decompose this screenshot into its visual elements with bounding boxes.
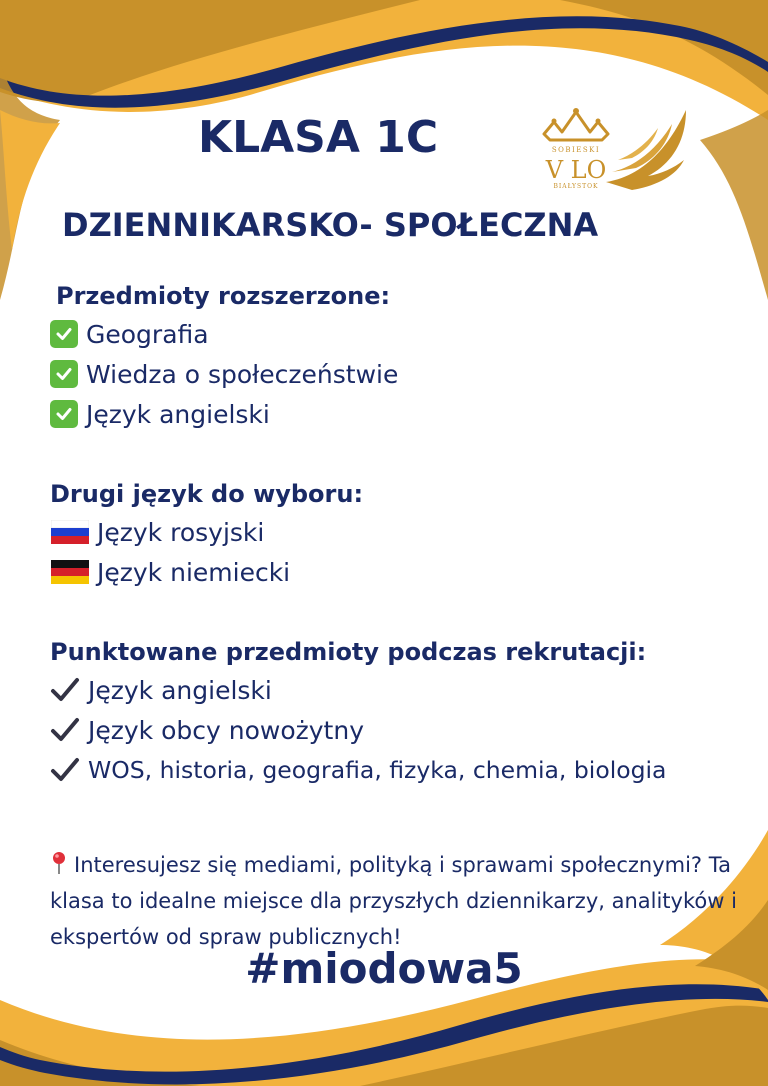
pin-icon [50,851,68,875]
page-subtitle: DZIENNIKARSKO- SPOŁECZNA [62,206,599,244]
list-item [50,314,398,354]
extended-subject-label: Wiedza o społeczeństwie [86,359,399,389]
extended-subjects-heading: Przedmioty rozszerzone: [56,282,391,310]
logo-main-text: V LO [545,156,607,184]
second-language-heading: Drugi język do wyboru: [50,480,364,508]
green-check-icon [50,400,78,428]
second-language-section [50,480,363,592]
language-label: Język rosyjski [97,517,265,547]
language-label: Język niemiecki [97,557,291,587]
scored-subject-label: Język obcy nowożytny [88,715,364,745]
list-item [50,394,398,434]
scored-subjects-section [50,638,666,790]
list-item [50,670,666,710]
scored-subject-label: WOS, historia, geografia, fizyka, chemia, biologia [88,756,667,784]
logo-bottom-text: BIAŁYSTOK [553,183,599,190]
logo-top-text: SOBIESKI [551,146,601,154]
description [50,847,750,955]
school-logo [536,102,696,198]
list-item [50,552,363,592]
extended-subjects-section [50,282,398,434]
checkmark-icon [50,677,80,703]
green-check-icon [50,360,78,388]
page-title: KLASA 1C [198,112,439,163]
hashtag: #miodowa5 [245,944,523,993]
description-text: Interesujesz się mediami, polityką i sprawami społecznymi? Ta klasa to idealne miejsce dla przyszłych dziennikarzy, analityków i ekspertów od spraw publicznych! [50,853,737,949]
extended-subject-label: Geografia [86,319,209,349]
list-item [50,354,398,394]
green-check-icon [50,320,78,348]
checkmark-icon [50,717,80,743]
scored-subject-label: Język angielski [88,675,272,705]
list-item [50,512,363,552]
scored-subjects-heading: Punktowane przedmioty podczas rekrutacji: [50,638,647,666]
extended-subject-label: Język angielski [86,399,270,429]
germany-flag-icon [51,560,89,584]
list-item [50,750,666,790]
russia-flag-icon [51,520,89,544]
list-item [50,710,666,750]
checkmark-icon [50,757,80,783]
